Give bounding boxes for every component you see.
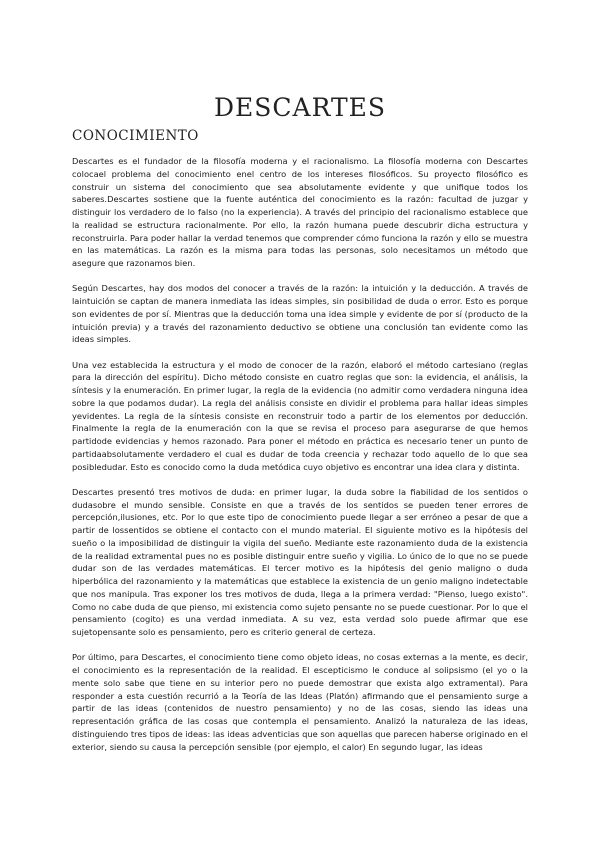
paragraph-1: Descartes es el fundador de la filosofía moderna y el racionalismo. La filosofía moderna con Descartes colocael problema del conocimiento enel centro de los intereses filosóficos. Su proyecto filosófico es construir un sistema del conocimiento que sea absolutamente evidente y que unifique todos los saberes.Descartes sostiene que la fuente auténtica del conocimiento es la razón: facultad de juzgar y distinguir los verdadero de lo falso (no la experiencia). A través del principio del racionalismo establece que la realidad se estructura racionalmente. Por ello, la razón humana puede descubrir dicha estructura y reconstruirla. Para poder hallar la verdad tenemos que comprender cómo funciona la razón y ello se muestra en las matemáticas. La razón es la misma para todas las personas, solo necesitamos un método que asegure que razonamos bien. xyxy=(72,156,528,268)
paragraph-3: Una vez establecida la estructura y el modo de conocer de la razón, elaboró el método cartesiano (reglas para la dirección del espíritu). Dicho método consiste en cuatro reglas que son: la evidencia, el análisis, la síntesis y la enumeración. En primer lugar, la regla de la evidencia (no admitir como verdadera ninguna idea sobre la que podamos dudar). La regla del análisis consiste en dividir el problema para hallar ideas simples yevidentes. La regla de la síntesis consiste en reconstruir todo a partir de los elementos por deducción. Finalmente la regla de la enumeración con la que se revisa el proceso para asegurarse de que hemos partidode evidencias y hemos razonado. Para poner el método en práctica es necesario tener un punto de partidaabsolutamente verdadero el cual es dudar de toda creencia y rechazar todo aquello de lo que sea posibledudar. Esto es conocido como la duda metódica cuyo objetivo es encontrar una idea clara y distinta. xyxy=(72,359,528,472)
section-heading: CONOCIMIENTO xyxy=(72,128,199,144)
paragraph-2: Según Descartes, hay dos modos del conocer a través de la razón: la intuición y la deducción. A través de laintuición se captan de manera inmediata las ideas simples, sin posibilidad de duda o error. Esto es porque son evidentes de por sí. Mientras que la deducción toma una idea simple y evidente de por sí (producto de la intuición previa) y a través del razonamiento deductivo se obtiene una conclusión tan evidente como las ideas simples. xyxy=(72,283,528,345)
paragraph-4: Descartes presentó tres motivos de duda: en primer lugar, la duda sobre la fiabilidad de los sentidos o dudasobre el mundo sensible. Consiste en que a través de los sentidos se pueden tener errores de percepción,ilusiones, etc. Por lo que este tipo de conocimiento puede llegar a ser erróneo a pesar de que a partir de lossentidos se obtiene el contacto con el mundo material. El siguiente motivo es la hipótesis del sueño o la imposibilidad de distinguir la vigila del sueño. Mediante este razonamiento duda de la existencia de la realidad extramental pues no es posible distinguir entre sueño y vigilia. Lo único de lo que no se puede dudar son de las verdades matemáticas. El tercer motivo es la hipótesis del genio maligno o duda hiperbólica del razonamiento y la matemáticas que establece la existencia de un genio maligno indetectable que nos manipula. Tras exponer los tres motivos de duda, llega a la primera verdad: "Pienso, luego existo". Como no cabe duda de que pienso, mi existencia como sujeto pensante no se puede cuestionar. Por lo que el pensamiento (cogito) es una verdad inmediata. A su vez, esta verdad solo puede afirmar que ese sujetopensante solo es pensamiento, pero es criterio general de certeza. xyxy=(72,486,528,637)
document-title: DESCARTES xyxy=(213,92,387,122)
document-body xyxy=(72,155,528,766)
paragraph-5: Por último, para Descartes, el conocimiento tiene como objeto ideas, no cosas externas a la mente, es decir, el conocimiento es la representación de la realidad. El escepticismo le conduce al solipsismo (el yo o la mente solo sabe que tiene en su interior pero no puede demostrar que exista algo extramental). Para responder a esta cuestión recurrió a la Teoría de las Ideas (Platón) afirmando que el pensamiento surge a partir de las ideas (contenidos de nuestro pensamiento) y no de las cosas, siendo las ideas una representación gráfica de las cosas que contempla el pensamiento. Analizó la naturaleza de las ideas, distinguiendo tres tipos de ideas: las ideas adventicias que son aquellas que parecen haberse originado en el exterior, siendo su causa la percepción sensible (por ejemplo, el calor) En segundo lugar, las ideas xyxy=(72,652,528,752)
